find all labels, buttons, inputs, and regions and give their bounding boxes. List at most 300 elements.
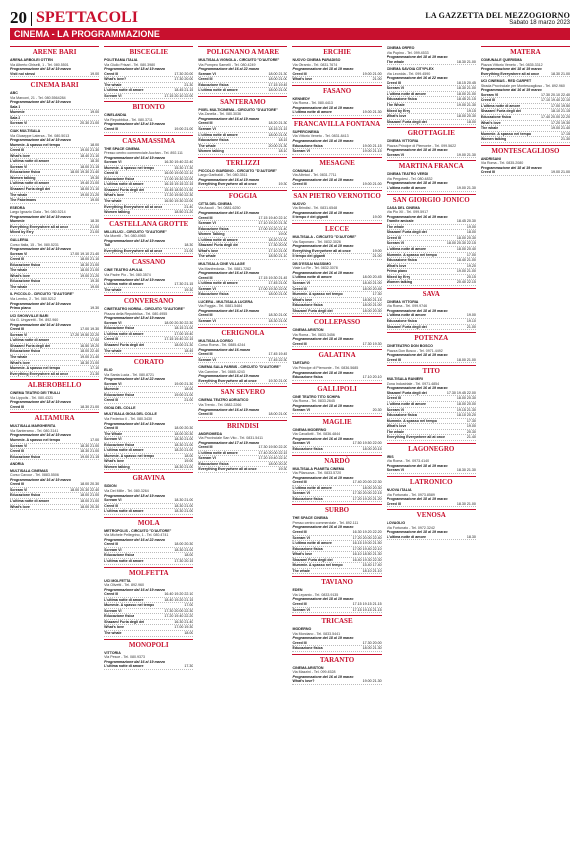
film-title: Scream VI bbox=[292, 408, 310, 413]
showtimes: 17.00 19.30 22.00 bbox=[258, 286, 288, 291]
cinema-name: UCI CINEMAS - RED CARPET bbox=[480, 79, 532, 84]
programming-dates: Programmazione del 16 al 19 marzo bbox=[198, 271, 260, 276]
showtimes: 18.00 22.40 bbox=[80, 349, 100, 354]
cinema-address: Presso centro commerciale - Tel. 892.111 bbox=[292, 520, 359, 525]
city-heading: CONVERSANO bbox=[104, 295, 193, 305]
showtimes: 20.30 bbox=[372, 408, 382, 413]
film-title: Scream VI bbox=[104, 547, 122, 552]
film-title: L'ultima notte di amore bbox=[386, 91, 427, 96]
city-heading: FRANCAVILLA FONTANA bbox=[293, 119, 381, 128]
film-row bbox=[387, 535, 476, 541]
film-title: Il tempo dei giganti bbox=[292, 254, 326, 259]
film-title: Educazione fisica bbox=[292, 496, 323, 501]
programming-dates: Programmazione del 16 al 19 marzo bbox=[198, 374, 260, 379]
showtimes: 16.50 19.30 22.00 bbox=[164, 199, 194, 204]
showtimes: 18.30 21.00 bbox=[80, 262, 100, 267]
programming-dates: Programmazione del 16 al 19 marzo bbox=[198, 116, 260, 121]
city-heading: ALBEROBELLO bbox=[10, 379, 99, 389]
showtimes: 17.15 bbox=[560, 131, 570, 136]
showtimes: 19.30 bbox=[184, 287, 194, 292]
film-title: Scream VI bbox=[10, 164, 28, 169]
film-title: Women talking bbox=[198, 149, 224, 154]
film-title: Creed III bbox=[386, 396, 401, 401]
showtimes: 19.00 21.30 bbox=[362, 110, 382, 115]
film-title: Women talking bbox=[104, 464, 130, 469]
film-title: Scream VI bbox=[104, 160, 122, 165]
film-row bbox=[104, 398, 193, 404]
film-title: Creed III bbox=[386, 357, 401, 362]
film-row bbox=[481, 137, 570, 143]
film-title: Creed III bbox=[104, 71, 119, 76]
programming-dates: Programmazione del 16 al 19 marzo bbox=[10, 433, 71, 438]
cinema-name: CINETEATRO NORBA - CIRCUITO "D'AUTORE" bbox=[104, 307, 185, 312]
showtimes: 19.00 bbox=[90, 71, 100, 76]
city-heading: NARDÒ bbox=[292, 455, 381, 465]
cinema-address: Largo Ignazio Ciaia - Tel. 080.5214 bbox=[10, 210, 66, 215]
programming-dates: Programmazione del 18 al 19 marzo bbox=[386, 353, 448, 358]
showtimes: 18.00 20.40 bbox=[456, 246, 476, 251]
film-title: Primo piano bbox=[386, 269, 408, 274]
film-title: Visti noi stessi bbox=[10, 71, 36, 76]
showtimes: 17.00 bbox=[466, 252, 476, 257]
film-title: The whale bbox=[10, 268, 28, 273]
film-title: Creed III bbox=[292, 480, 307, 485]
cinema-name: CINETEATRO DON BOSCO bbox=[386, 344, 433, 349]
showtimes: 18.00 bbox=[466, 230, 476, 235]
film-title: Shazam! Furia degli dei bbox=[104, 187, 145, 192]
film-title: Scream VI bbox=[386, 468, 405, 473]
film-title: Sala 2 bbox=[10, 115, 21, 120]
cinema-name: LOVAGLIO bbox=[386, 521, 406, 526]
city-heading: LAGONEGRO bbox=[387, 443, 476, 453]
film-row bbox=[292, 569, 381, 575]
film-title: Creed III bbox=[10, 257, 25, 262]
cinema-name: CINEMA TEATRO ADRIATICO bbox=[198, 398, 249, 403]
showtimes: 17.30 20.10 22.40 bbox=[541, 92, 570, 97]
film-title: Mummie. A spasso nel tempo bbox=[292, 563, 343, 568]
showtimes: 18.00 bbox=[184, 631, 194, 636]
film-title: Educazione fisica bbox=[292, 646, 323, 651]
film-title: Il tempo è dei giganti bbox=[292, 215, 329, 220]
film-row bbox=[198, 358, 287, 364]
film-title: L'ultima notte di amore bbox=[480, 103, 521, 108]
film-title: The whale bbox=[198, 254, 216, 259]
programming-dates: Programmazione del 16 al 19 marzo bbox=[292, 244, 354, 249]
cinema-address: Via Pio XII - Tel. 099.5917 bbox=[386, 210, 429, 215]
programming-dates: Programmazione del 18 al 22 marzo bbox=[104, 377, 166, 382]
film-title: Creed III bbox=[292, 286, 307, 291]
programming-dates: Programmazione del 18 al 19 marzo bbox=[104, 493, 166, 498]
film-title: Creed III bbox=[104, 171, 119, 176]
film-row bbox=[292, 608, 381, 614]
programming-dates: Programmazione del 18 al 19 marzo bbox=[386, 497, 448, 502]
showtimes: 21.00 bbox=[90, 230, 100, 235]
showtimes: 18.00 20.30 22.15 bbox=[446, 241, 476, 246]
programming-dates: Programmazione del 18 al 19 marzo bbox=[10, 100, 71, 105]
showtimes: 17.10 bbox=[90, 366, 100, 371]
cinema-address: Piazza della Repubblica - Tel. 080.4955 bbox=[104, 311, 168, 316]
showtimes: 18.00 bbox=[184, 387, 194, 392]
showtimes: 15.30 17.30 bbox=[174, 165, 194, 170]
city-heading: FASANO bbox=[292, 85, 381, 95]
film-title: Educazione fisica bbox=[292, 375, 323, 380]
showtimes: 19.00 21.30 bbox=[174, 381, 194, 386]
cinema-name: MULTISALA RANIERI bbox=[386, 377, 423, 382]
cinema-address: Via Carmine - Tel. 0885.4243 bbox=[198, 369, 245, 374]
film-title: Everything Everywhere all at once bbox=[104, 248, 163, 253]
showtimes: 19.30 21.00 bbox=[268, 378, 288, 383]
cinema-address: Via G. Ungaretti - Tel. 892.960 bbox=[10, 318, 59, 323]
film-row bbox=[104, 349, 193, 355]
programming-dates: Programmazione del 18 al 19 marzo bbox=[386, 530, 448, 535]
film-title: Women talking bbox=[386, 280, 413, 285]
film-row bbox=[387, 435, 476, 441]
cinema-address: Via Roma - Tel. 0833.2645 bbox=[292, 399, 335, 404]
showtimes: 18.30 21.00 bbox=[174, 442, 194, 447]
showtimes: 19.00 21.20 bbox=[80, 273, 100, 278]
cinema-address: Via Pergolesi - Tel. 080.4832 bbox=[386, 176, 433, 181]
programming-dates: Programmazione del 18 al 19 marzo bbox=[386, 55, 448, 60]
cinema-name: MULTISALA CINEMAS bbox=[10, 468, 48, 473]
showtimes: 17.30 20.15 bbox=[174, 559, 194, 564]
city-heading: POLIGNANO A MARE bbox=[198, 46, 287, 56]
showtimes: 21.00 bbox=[184, 398, 194, 403]
cinema-address: Via Pompeo Sarnelli - Tel. 080.4249 bbox=[198, 62, 256, 67]
film-row bbox=[10, 285, 99, 291]
film-title: What's love? bbox=[104, 77, 127, 82]
city-heading: MONTESCAGLIOSO bbox=[481, 145, 570, 155]
film-title: Creed III bbox=[104, 337, 119, 342]
film-title: What's love bbox=[10, 273, 30, 278]
showtimes: 18.30 21.00 bbox=[80, 449, 100, 454]
film-title: L'ultima notte di amore bbox=[104, 597, 144, 602]
film-title: L'ultima notte di amore bbox=[10, 181, 50, 186]
showtimes: 16.10 18.50 21.30 bbox=[352, 552, 382, 557]
film-title: Scream VI bbox=[198, 71, 216, 76]
showtimes: 18.50 21.20 bbox=[174, 210, 194, 215]
film-title: Educazione fisica bbox=[386, 258, 417, 263]
showtimes: 19.30 bbox=[278, 467, 288, 472]
cinema-name: CINELANDIA bbox=[104, 113, 127, 118]
film-title: Educazione fisica bbox=[10, 279, 41, 284]
film-title: Sala 1 bbox=[10, 104, 21, 109]
showtimes: 17.15 19.40 22.10 bbox=[258, 215, 288, 220]
showtimes: 17.00 19.40 bbox=[174, 331, 194, 336]
film-title: Creed III bbox=[386, 80, 401, 85]
film-row bbox=[292, 215, 381, 221]
film-title: Mummie. A spasso nel tempo bbox=[10, 366, 61, 371]
showtimes: 18.40 19.20 21.15 bbox=[164, 597, 194, 602]
film-row bbox=[104, 559, 193, 565]
city-heading: MAGLIE bbox=[292, 416, 381, 426]
showtimes: 18.00 20.20 bbox=[268, 461, 288, 466]
showtimes: 19.00 bbox=[184, 459, 194, 464]
programming-dates: Programmazione del 18 al 19 marzo bbox=[292, 210, 354, 215]
film-title: Scream VI bbox=[10, 251, 28, 256]
film-title: Creed III bbox=[198, 313, 213, 318]
programming-dates: Programmazione del 16 al 19 marzo bbox=[10, 247, 71, 252]
film-row bbox=[387, 280, 476, 286]
listing-column bbox=[10, 44, 99, 834]
cinema-name: CIAK MULTISALA bbox=[10, 129, 41, 134]
film-title: Creed III bbox=[104, 426, 119, 431]
film-title: L'ultima notte di amore bbox=[292, 275, 332, 280]
showtimes: 20.30 21.00 bbox=[80, 121, 100, 126]
showtimes: 18.00 21.00 bbox=[362, 303, 382, 308]
showtimes: 18.00 20.30 bbox=[362, 308, 382, 313]
showtimes: 18.00 bbox=[184, 453, 194, 458]
film-title: Shazam! Furia degli dei bbox=[480, 109, 521, 114]
film-title: Educazione fisica bbox=[104, 553, 135, 558]
city-heading: BITONTO bbox=[104, 101, 193, 111]
showtimes: 17.20 19.40 22.10 bbox=[258, 456, 288, 461]
cinema-address: Via Federico II - Tel. 080.3430 bbox=[104, 416, 152, 421]
programming-dates: Programmazione del 18 al 19 marzo bbox=[10, 400, 71, 405]
programming-dates: Programmazione dal 16 al 19 marzo bbox=[104, 587, 166, 592]
film-title: Creed III bbox=[292, 71, 307, 76]
film-title: The whale bbox=[104, 82, 122, 87]
city-heading: VENOSA bbox=[387, 509, 476, 519]
city-heading: TARANTO bbox=[292, 654, 381, 664]
film-title: What's love bbox=[386, 114, 407, 119]
showtimes: 18.30 21.00 bbox=[80, 360, 100, 365]
showtimes: 18.15 21.00 bbox=[174, 326, 194, 331]
film-row bbox=[387, 60, 476, 66]
cinema-name: IRIS bbox=[386, 454, 394, 459]
cinema-address: Via Roma - Tel. 0833.3456 bbox=[292, 332, 335, 337]
showtimes: 19.00 bbox=[90, 198, 100, 203]
film-title: Educazione fisica bbox=[10, 170, 41, 175]
film-title: Scream VI bbox=[198, 286, 216, 291]
film-title: The Fabelmans bbox=[10, 198, 37, 203]
showtimes: 16.30 19.40 22.40 bbox=[164, 160, 194, 165]
city-heading: POTENZA bbox=[387, 332, 476, 342]
film-title: L'ultima notte di amore bbox=[386, 186, 427, 191]
cinema-name: GALLERIA bbox=[10, 237, 29, 242]
film-title: Creed III bbox=[292, 341, 307, 346]
cinema-name: SUPERCINEMA bbox=[292, 129, 320, 134]
film-title: Creed III bbox=[10, 148, 25, 153]
showtimes: 20.15 bbox=[466, 274, 476, 279]
cinema-address: Piazza Vittorio Veneto - Tel. 0835.3312 bbox=[480, 62, 543, 67]
film-title: Creed III bbox=[104, 398, 119, 403]
film-title: Women talking bbox=[480, 137, 507, 142]
showtimes: 18.45 20.30 bbox=[456, 219, 476, 224]
cinema-address: Via Santa Lucia - Tel. 080.8721 bbox=[104, 372, 154, 377]
film-row bbox=[292, 182, 381, 188]
showtimes: 17.20 19.50 22.20 bbox=[70, 332, 100, 337]
showtimes: 20.40 22.15 bbox=[456, 280, 476, 285]
film-row bbox=[198, 88, 287, 94]
showtimes: 21.40 bbox=[466, 435, 476, 440]
showtimes: 16.40 19.30 22.30 bbox=[352, 557, 382, 562]
film-title: Scream VI bbox=[10, 332, 28, 337]
cinema-address: Via Alberto Ghiselli, 1 - Tel. 080.5501 bbox=[10, 62, 69, 67]
film-title: Shazam! Furia degli dei bbox=[292, 308, 333, 313]
showtimes: 18.30 21.00 bbox=[174, 547, 194, 552]
showtimes: 17.30 19.30 bbox=[362, 341, 382, 346]
cinema-address: Via Otranto - Tel. 0831.7674 bbox=[292, 62, 338, 67]
film-title: Shazam! Furia degli dei bbox=[104, 342, 145, 347]
film-title: L'ultima notte di amore bbox=[198, 281, 238, 286]
film-title: L'ultima notte di amore bbox=[198, 132, 238, 137]
showtimes: 17.20 19.40 22.20 bbox=[164, 614, 194, 619]
film-title: Scream VI bbox=[292, 280, 310, 285]
cinema-name: DB D'ESSAI MASSIMO bbox=[292, 261, 332, 266]
cinema-name: LUCERA - MULTISALA LUCERA bbox=[198, 299, 253, 304]
film-title: Everything Everywhere all at once bbox=[480, 71, 540, 76]
cinema-address: Piazza Principe di Piemonte - Tel. 099.5622 bbox=[386, 143, 457, 148]
showtimes: 18.00 20.30 bbox=[80, 504, 100, 509]
film-title: Creed III bbox=[386, 235, 401, 240]
showtimes: 17.50 19.50 22.00 bbox=[352, 441, 382, 446]
cinema-address: Via Lembo, 2 - Tel. 080.5212 bbox=[10, 296, 56, 301]
cinema-address: Via Lippolis - Tel. 080.4321 bbox=[10, 395, 54, 400]
showtimes: 19.00 21.30 bbox=[456, 186, 476, 191]
cinema-address: Via Vittorio Veneto - Tel. 0831.8413 bbox=[292, 134, 349, 139]
showtimes: 19.00 21.30 bbox=[362, 679, 382, 684]
showtimes: 17.00 19.30 bbox=[80, 327, 100, 332]
city-heading: MONOPOLI bbox=[104, 639, 193, 649]
film-row bbox=[198, 412, 287, 418]
cinema-name: NUOVO CINEMA PARADISO bbox=[292, 58, 341, 62]
showtimes: 18.50 21.15 bbox=[362, 297, 382, 302]
film-title: Everything Everywhere all at once bbox=[292, 248, 351, 253]
film-row bbox=[10, 455, 99, 461]
programming-dates: Programmazione del 18 al 19 marzo bbox=[480, 67, 542, 72]
showtimes: 18.00 20.30 22.40 bbox=[70, 487, 100, 492]
film-row bbox=[387, 358, 476, 364]
showtimes: 19.00 bbox=[278, 232, 288, 237]
showtimes: 18.00 bbox=[466, 119, 476, 124]
showtimes: 17.00 19.30 bbox=[174, 625, 194, 630]
header-divider bbox=[31, 12, 32, 26]
city-heading: CERIGNOLA bbox=[198, 327, 287, 337]
film-title: L'ultima notte di amore bbox=[198, 88, 238, 93]
film-title: Scream VI bbox=[198, 357, 216, 362]
showtimes: 19.15 bbox=[466, 108, 476, 113]
film-title: Everything Everywhere all at once bbox=[10, 371, 69, 376]
showtimes: 19.15 21.30 bbox=[456, 407, 476, 412]
film-title: Creed III bbox=[104, 127, 119, 132]
cinema-name: ESEDRA bbox=[10, 205, 25, 210]
showtimes: 19.30 bbox=[278, 182, 288, 187]
showtimes: 17.45 19.45 bbox=[268, 352, 288, 357]
film-title: Mummie. A spasso nel tempo bbox=[292, 292, 343, 297]
film-title: What's love? bbox=[292, 679, 315, 684]
film-title: Educazione fisica bbox=[104, 442, 135, 447]
film-title: L'ultima notte di amore bbox=[104, 182, 144, 187]
cinema-name: MILLELUCI - CIRCUITO "D'AUTORE" bbox=[104, 229, 167, 234]
film-title: L'ultima notte di amore bbox=[104, 664, 144, 669]
cinema-address: Via Pesce - Tel. 080.9373 bbox=[104, 655, 145, 660]
film-title: Creed III bbox=[198, 121, 213, 126]
showtimes: 18.10 20.20 bbox=[456, 413, 476, 418]
showtimes: 17.15 19.15 21.15 bbox=[352, 602, 382, 607]
showtimes: 18.00 20.45 bbox=[362, 275, 382, 280]
showtimes: 18.00 20.30 bbox=[456, 396, 476, 401]
showtimes: 18.00 19.30 21.40 bbox=[70, 170, 100, 175]
cinema-name: CINE TEATRO TITO SCHIPA bbox=[292, 394, 341, 399]
film-title: What's love bbox=[292, 552, 313, 557]
programming-dates: Programmazione del 18 al 19 marzo bbox=[386, 148, 448, 153]
film-title: Mixed by Erry bbox=[386, 274, 411, 279]
film-title: Scream VI bbox=[292, 491, 310, 496]
film-row bbox=[104, 94, 193, 100]
cinema-name: CASA DEL CINEMA bbox=[386, 205, 420, 210]
showtimes: 17.15 20.10 22.00 bbox=[164, 93, 194, 98]
film-row bbox=[481, 72, 570, 78]
cinema-name: CINEMA TEATRO VERDI bbox=[386, 172, 429, 177]
film-title: Creed III bbox=[10, 449, 25, 454]
cinema-name: PIXEL MULTICINEMA - CIRCUITO "D'AUTORE" bbox=[198, 107, 278, 112]
cinema-name: MULTISALA CORSO bbox=[198, 338, 233, 343]
film-title: The whale bbox=[104, 348, 122, 353]
film-row bbox=[104, 664, 193, 670]
film-title: Shazam! Furia degli dei bbox=[10, 187, 51, 192]
showtimes: 17.40 20.00 22.15 bbox=[258, 450, 288, 455]
cinema-address: Corso Cavour - Tel. 0883.5506 bbox=[10, 473, 59, 478]
film-row bbox=[104, 288, 193, 294]
showtimes: 18.45 21.15 bbox=[174, 88, 194, 93]
city-heading: GRAVINA bbox=[104, 472, 193, 482]
film-title: Creed III bbox=[198, 77, 213, 82]
film-title: Educazione fisica bbox=[10, 262, 41, 267]
film-title: Shazam! Furia degli dei bbox=[386, 390, 427, 395]
showtimes: 21.40 bbox=[184, 204, 194, 209]
film-title: The Whale bbox=[104, 431, 123, 436]
city-heading: LATRONICO bbox=[387, 476, 476, 486]
film-title: Mummie bbox=[10, 110, 25, 115]
showtimes: 21.30 bbox=[90, 371, 100, 376]
programming-dates: Programmazione del 18 al 19 marzo bbox=[104, 316, 166, 321]
film-title: Creed III bbox=[292, 530, 307, 534]
showtimes: 17.30 bbox=[372, 292, 382, 297]
showtimes: 18.00 21.00 bbox=[268, 292, 288, 297]
showtimes: 18.40 21.10 bbox=[80, 153, 100, 158]
film-title: L'ultima notte di amore bbox=[104, 88, 144, 93]
showtimes: 19.00 bbox=[90, 284, 100, 289]
cinema-name: NUOVA ITALIA bbox=[386, 488, 412, 492]
film-title: Mummie. A spasso nel tempo bbox=[480, 131, 532, 136]
programming-dates: Programmazione del 18 al 19 marzo bbox=[104, 277, 166, 282]
showtimes: 19.30 bbox=[90, 306, 100, 311]
film-row bbox=[292, 497, 381, 503]
film-row bbox=[198, 379, 287, 385]
showtimes: 18.45 21.15 bbox=[456, 97, 476, 102]
film-title: Educazione fisica bbox=[104, 326, 135, 331]
showtimes: 15.45 18.50 21.50 bbox=[164, 187, 194, 192]
programming-dates: Programmazione del 18 al 19 marzo bbox=[104, 67, 166, 72]
programming-dates: Programmazione del 16 al 19 marzo bbox=[292, 525, 354, 530]
showtimes: 20.30 bbox=[466, 429, 476, 434]
city-heading: MESAGNE bbox=[292, 157, 381, 167]
cinema-address: Via Mazzini - Tel. 099.4528 bbox=[292, 670, 336, 675]
issue-date: Sabato 18 marzo 2023 bbox=[509, 20, 570, 26]
film-title: Mummie. A spasso nel tempo bbox=[386, 252, 437, 257]
showtimes: 15.40 17.40 bbox=[362, 563, 382, 568]
programming-dates: Programmazione del 18 al 19 marzo bbox=[292, 370, 354, 375]
film-title: Scream VI bbox=[386, 407, 405, 412]
showtimes: 18.30 bbox=[466, 534, 476, 539]
cinema-address: Via Brindisi - Tel. 0831.6548 bbox=[292, 206, 338, 211]
showtimes: 16.00 19.00 22.10 bbox=[164, 171, 194, 176]
film-title: Mixed by Erry bbox=[10, 230, 34, 235]
film-title: Mummie. A spasso nel tempo bbox=[10, 438, 61, 442]
showtimes: 18.00 21.00 bbox=[268, 77, 288, 82]
film-title: Educazione fisica bbox=[292, 303, 323, 308]
showtimes: 18.30 21.00 bbox=[268, 313, 288, 318]
